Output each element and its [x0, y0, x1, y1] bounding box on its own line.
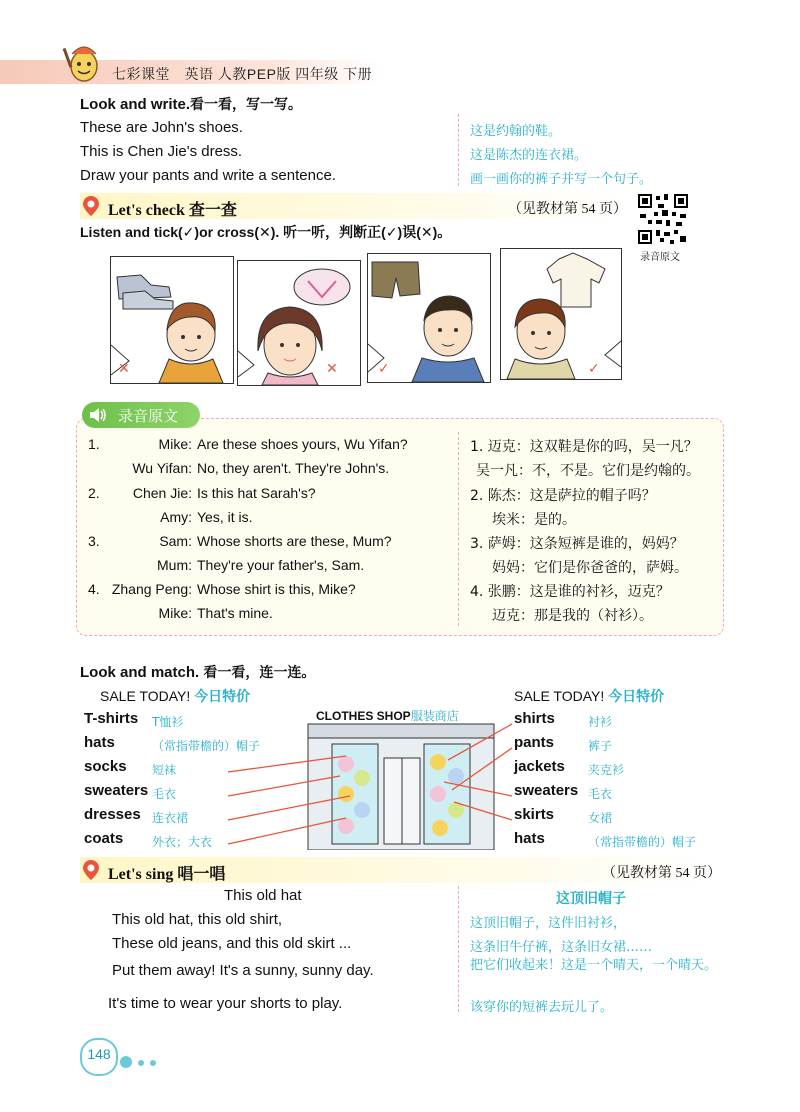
header-text: 七彩课堂 英语 人教PEP版 四年级 下册 — [112, 66, 373, 82]
lets-sing-title: Let's sing 唱一唱 — [108, 866, 226, 883]
sale-left — [100, 686, 250, 706]
speaker-icon[interactable] — [88, 406, 108, 424]
transcript-num: 3. — [88, 533, 100, 549]
divider-line — [458, 114, 459, 186]
match-right-item-cn: 毛衣 — [588, 787, 613, 801]
location-pin-icon — [82, 859, 100, 881]
mark-1: ✕ — [118, 360, 130, 376]
match-right-item[interactable]: pants — [514, 734, 555, 751]
match-left-item-cn: （常指带檐的）帽子 — [152, 739, 261, 753]
song-line-4: It's time to wear your shorts to play. — [108, 995, 343, 1012]
page-dot-1 — [120, 1056, 132, 1068]
shirt-boy-illustration — [501, 249, 621, 379]
picture-4-shirt — [500, 248, 622, 380]
transcript-cn-line: 2. 陈杰：这是萨拉的帽子吗？ — [470, 488, 656, 504]
page-dot-3 — [150, 1060, 156, 1066]
look-write-title — [80, 94, 302, 114]
lets-check-ref: （见教材第 54 页） — [508, 202, 627, 217]
sale-right — [514, 686, 664, 706]
look-write-line-2: This is Chen Jie's dress. — [80, 143, 243, 160]
song-divider — [458, 886, 459, 1012]
song-cn-3: 把它们收起来！这是一个晴天，一个晴天。 — [470, 958, 718, 973]
match-left-item-cn: T恤衫 — [152, 715, 184, 729]
mark-4: ✓ — [588, 360, 600, 376]
transcript-speaker: Mike: — [158, 436, 192, 452]
match-right-item-cn: 衬衫 — [588, 715, 613, 729]
transcript-speaker: Zhang Peng: — [111, 581, 192, 597]
transcript-num: 1. — [88, 436, 100, 452]
look-write-title-en: Look and write. — [80, 96, 191, 113]
song-cn-2: 这条旧牛仔裤，这条旧女裙…… — [470, 940, 653, 955]
shop-sign — [316, 707, 459, 724]
transcript-cn-line: 妈妈：它们是你爸爸的，萨姆。 — [492, 560, 688, 576]
transcript-text: Whose shirt is this, Mike? — [197, 581, 356, 597]
mark-3: ✓ — [378, 360, 390, 376]
transcript-text: Are these shoes yours, Wu Yifan? — [197, 436, 408, 452]
match-right-item[interactable]: jackets — [514, 758, 565, 775]
transcript-num: 2. — [88, 485, 100, 501]
location-pin-icon — [82, 195, 100, 217]
transcript-speaker: Sam: — [159, 533, 192, 549]
transcript-text: No, they aren't. They're John's. — [197, 460, 390, 476]
match-left-item[interactable]: socks — [84, 758, 127, 775]
transcript-speaker: Amy: — [160, 509, 192, 525]
look-write-cn-3: 画一画你的裤子并写一个句子。 — [470, 172, 653, 187]
transcript-cn-line: 4. 张鹏：这是谁的衬衫，迈克？ — [470, 584, 670, 600]
transcript-cn-line: 1. 迈克：这双鞋是你的吗，吴一凡？ — [470, 439, 698, 455]
match-right-item[interactable]: hats — [514, 830, 545, 847]
transcript-cn-line: 迈克：那是我的（衬衫）。 — [492, 608, 653, 624]
match-right-item-cn: 女裙 — [588, 811, 613, 825]
mark-2: ✕ — [326, 360, 338, 376]
transcript-speaker: Mike: — [158, 605, 192, 621]
match-left-item[interactable]: dresses — [84, 806, 141, 823]
transcript-divider — [458, 432, 459, 626]
look-write-line-3: Draw your pants and write a sentence. — [80, 167, 336, 184]
match-left-item-cn: 毛衣 — [152, 787, 177, 801]
shop-sign-en: CLOTHES SHOP — [316, 709, 411, 723]
lets-check-instruction: Listen and tick(✓)or cross(✕). 听一听，判断正(✓)误(✕)。 — [80, 224, 452, 240]
lets-sing-ref: （见教材第 54 页） — [602, 866, 721, 881]
transcript-speaker: Chen Jie: — [132, 485, 192, 501]
picture-2-hat — [237, 260, 361, 386]
transcript-speaker: Wu Yifan: — [132, 460, 192, 476]
transcript-text: Is this hat Sarah's? — [197, 485, 316, 501]
page-number: 148 — [87, 1046, 111, 1062]
transcript-text: They're your father's, Sam. — [197, 557, 365, 573]
look-write-title-cn: 看一看，写一写。 — [190, 97, 303, 113]
qr-code-icon[interactable] — [636, 192, 690, 246]
song-title-cn: 这顶旧帽子 — [556, 891, 626, 907]
match-right-item[interactable]: shirts — [514, 710, 555, 727]
song-cn-1: 这顶旧帽子，这件旧衬衫， — [470, 916, 627, 931]
clothes-shop-illustration — [300, 702, 500, 850]
shop-sign-cn: 服装商店 — [410, 709, 459, 723]
page-dot-2 — [138, 1060, 144, 1066]
match-right-item[interactable]: skirts — [514, 806, 555, 823]
match-left-item-cn: 连衣裙 — [152, 811, 189, 825]
song-line-3: Put them away! It's a sunny, sunny day. — [112, 962, 374, 979]
song-line-1: This old hat, this old shirt, — [112, 911, 283, 928]
song-line-2: These old jeans, and this old skirt ... — [112, 935, 352, 952]
transcript-text: Whose shorts are these, Mum? — [197, 533, 392, 549]
qr-label: 录音原文 — [640, 252, 680, 263]
look-write-cn-2: 这是陈杰的连衣裙。 — [470, 148, 588, 163]
match-left-item-cn: 外衣；大衣 — [152, 835, 213, 849]
look-match-title — [80, 662, 315, 682]
mascot-icon — [62, 40, 106, 86]
match-right-item-cn: 夹克衫 — [588, 763, 625, 777]
transcript-title: 录音原文 — [118, 407, 179, 425]
sale-left-cn: 今日特价 — [194, 689, 251, 705]
transcript-cn-line: 吴一凡：不，不是。它们是约翰的。 — [476, 463, 700, 479]
lets-check-title: Let's check 查一查 — [108, 202, 237, 219]
look-match-title-en: Look and match. — [80, 664, 200, 681]
sale-left-en: SALE TODAY! — [100, 688, 191, 704]
transcript-cn-line: 3. 萨姆：这条短裤是谁的，妈妈？ — [470, 536, 684, 552]
song-title-en: This old hat — [224, 887, 302, 904]
match-left-item[interactable]: sweaters — [84, 782, 149, 799]
sale-right-en: SALE TODAY! — [514, 688, 605, 704]
look-match-title-cn: 看一看，连一连。 — [203, 665, 316, 681]
match-right-item[interactable]: sweaters — [514, 782, 579, 799]
hat-girl-illustration — [238, 261, 360, 385]
match-right-item-cn: （常指带檐的）帽子 — [588, 835, 697, 849]
transcript-text: Yes, it is. — [197, 509, 253, 525]
match-left-item[interactable]: coats — [84, 830, 124, 847]
song-cn-4: 该穿你的短裤去玩儿了。 — [470, 1000, 614, 1015]
transcript-text: That's mine. — [197, 605, 273, 621]
match-left-item-cn: 短袜 — [152, 763, 177, 777]
match-right-item-cn: 裤子 — [588, 739, 613, 753]
match-left-item[interactable]: T-shirts — [84, 710, 139, 727]
transcript-speaker: Mum: — [157, 557, 192, 573]
transcript-cn-line: 埃米：是的。 — [492, 512, 576, 528]
look-write-line-1: These are John's shoes. — [80, 119, 243, 136]
transcript-num: 4. — [88, 581, 100, 597]
look-write-cn-1: 这是约翰的鞋。 — [470, 124, 562, 139]
sale-right-cn: 今日特价 — [608, 689, 665, 705]
match-left-item[interactable]: hats — [84, 734, 115, 751]
